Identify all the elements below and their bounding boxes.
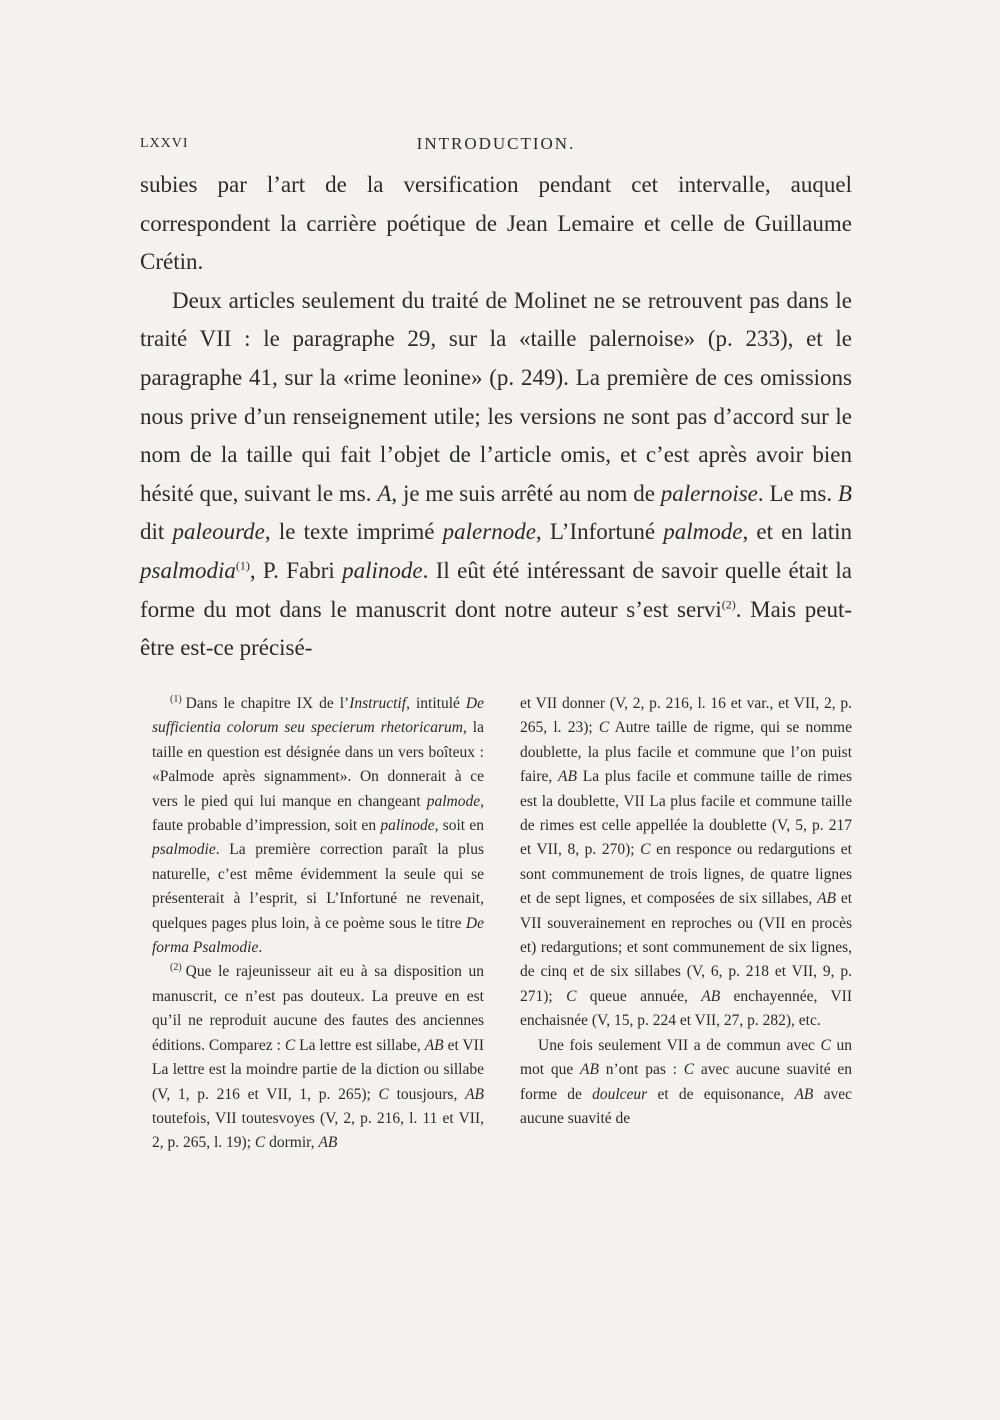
footnote-ref-1: (1) <box>235 558 250 573</box>
running-title: INTRODUCTION. <box>416 134 576 153</box>
footnotes <box>152 692 852 1156</box>
footnote-column-left <box>152 692 484 1156</box>
footnote-1-mark: (1) <box>170 693 182 705</box>
footnote-2: $^{(2)}$ Que le rajeunisseur ait eu à sa disposition un manuscrit, ce n’est pas douteux. La preuve en est qu’il ne reproduit aucune des fautes des anciennes éditions. Comparez : C La lettre est sillabe, AB et VII La lettre est la moindre partie de la diction ou sillabe (V, 1, p. 216 et VII, 1, p. 265); C tousjours, AB toutefois, VII toutesvoyes (V, 2, p. 216, l. 11 et VII, 2, p. 265, l. 19); C dormir, AB <box>152 962 484 1152</box>
paragraph-molinet: Deux articles seulement du traité de Molinet ne se retrouvent pas dans le traité VII : le paragraphe 29, sur la «taille palernoise» (p. 233), et le paragraphe 41, sur la «rime leonine» (p. 249). La première de ces omissions nous prive d’un renseignement utile; les versions ne sont pas d’accord sur le nom de la taille qui fait l’objet de l’article omis, et c’est après avoir bien hésité que, suivant le ms. A, je me suis arrêté au nom de palernoise. Le ms. B dit paleourde, le texte imprimé palernode, L’Infortuné palmode, et en latin psalmodia$^{(1)}$, P. Fabri palinode. Il eût été intéressant de savoir quelle était la forme du mot dans le manuscrit dont notre auteur s’est servi$^{(2)}$. Mais peut-être est-ce précisé- <box>140 287 852 661</box>
footnote-ref-2: (2) <box>721 596 736 611</box>
footnote-1: $^{(1)}$ Dans le chapitre IX de l’Instructif, intitulé De sufficientia colorum seu specierum rhetoricarum, la taille en question est désignée dans un vers boîteux : «Palmode après signamment». On donnerait à ce vers le pied qui lui manque en changeant palmode, faute probable d’impression, soit en palinode, soit en psalmodie. La première correction paraît la plus naturelle, c’est même évidemment la seule qui se présenterait à l’esprit, si L’Infortuné ne revenait, quelques pages plus loin, à ce poème sous le titre De forma Psalmodie. <box>152 693 484 957</box>
footnote-2-continued: et VII donner (V, 2, p. 216, l. 16 et var., et VII, 2, p. 265, l. 23); C Autre taille de rigme, qui se nomme doublette, la plus facile et commune que l’on puist faire, AB La plus facile et commune taille de rimes est la doublette, VII La plus facile et commune taille de rimes est celle appellée la doublette (V, 5, p. 217 et VII, 8, p. 270); C en responce ou redargutions et sont communement de trois lignes, de quatre lignes et de sept lignes, et composées de six sillabes, AB et VII souverainement en reproches ou (VII en procès et) redargutions; et sont communement de six lignes, de cinq et de six sillabes (V, 6, p. 218 et VII, 9, p. 271); C queue annuée, AB enchayennée, VII enchaisnée (V, 15, p. 224 et VII, 27, p. 282), etc. <box>520 695 853 1030</box>
footnote-2-paragraph: Une fois seulement VII a de commun avec C un mot que AB n’ont pas : C avec aucune suavité en forme de doulceur et de equisonance, AB avec aucune suavité de <box>520 1036 853 1127</box>
paragraph-continued: subies par l’art de la versification pendant cet intervalle, auquel correspondent la carrière poétique de Jean Lemaire et celle de Guillaume Crétin. <box>140 172 852 275</box>
footnote-column-right <box>520 692 852 1156</box>
running-head <box>140 134 852 156</box>
main-text <box>140 166 852 668</box>
footnote-2-mark: (2) <box>170 962 182 974</box>
page-number: LXXVI <box>140 136 189 151</box>
